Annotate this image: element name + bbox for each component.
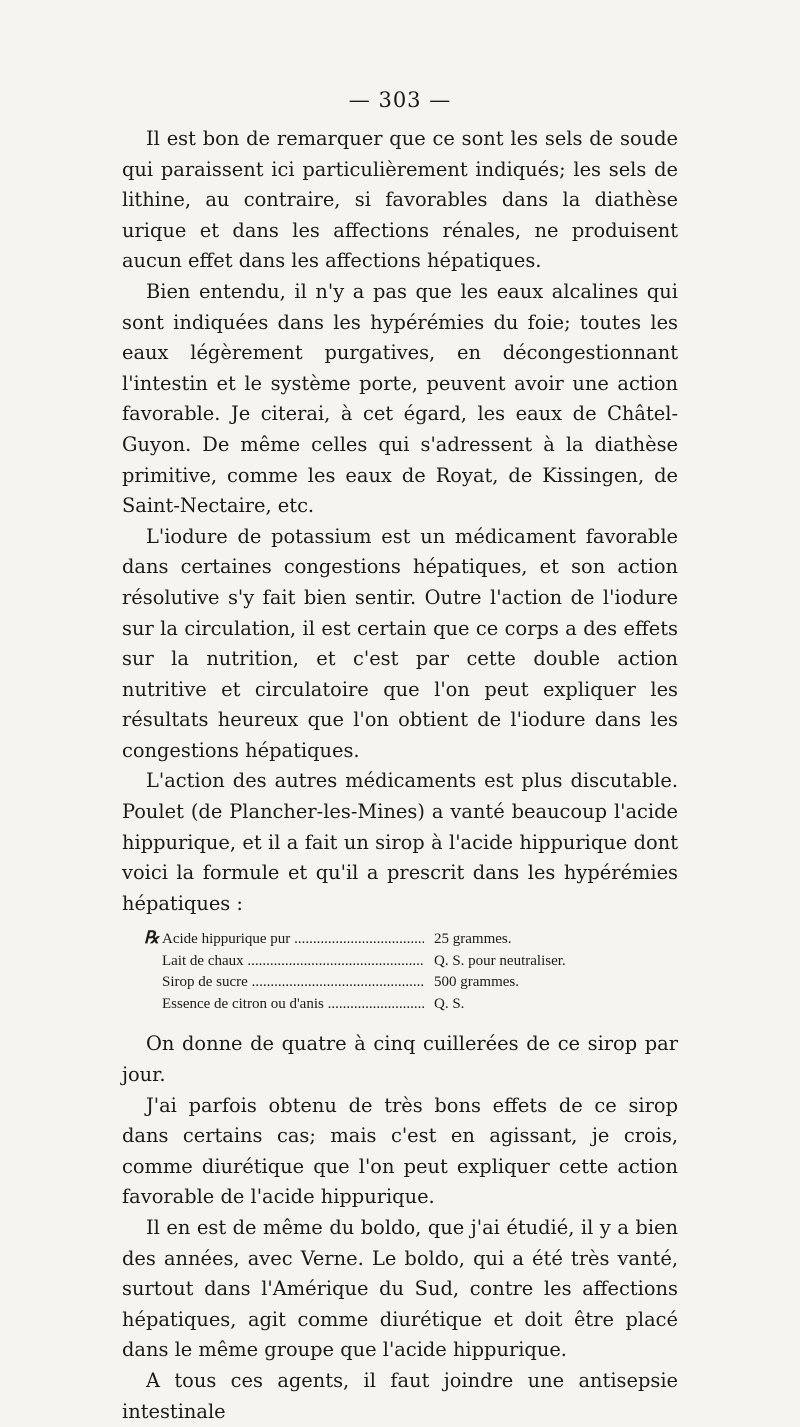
formula-ingredient: Acide hippurique pur ..... bbox=[162, 929, 424, 951]
recipe-symbol: ℞ bbox=[144, 928, 160, 948]
paragraph-antisepsis: A tous ces agents, il faut joindre une antisepsie intestinale bbox=[122, 1368, 678, 1423]
paragraph-diuretic: J'ai parfois obtenu de très bons effets de ce sirop dans certains cas; mais c'est en agissant, je crois, comme diurétique que l'on peut expliquer cette action favorable de l'acide hippurique. bbox=[122, 1093, 678, 1209]
paragraph-boldo: Il en est de même du boldo, que j'ai étudié, il y a bien des années, avec Verne. Le boldo, qui a été très vanté, surtout dans l'Amérique du Sud, contre les affections hépatiques, agit comme diurétique et doit être placé dans le même groupe que l'acide hippurique. bbox=[122, 1216, 678, 1362]
formula-quantity: 25 grammes. bbox=[434, 931, 512, 948]
formula-ingredient: Sirop de sucre ..... bbox=[162, 972, 424, 994]
formula-row bbox=[144, 951, 614, 973]
paragraph-soda-salts: Il est bon de remarquer que ce sont les sels de soude qui paraissent ici particulièrement indiqués; les sels de lithine, au contraire, si favorables dans la diathèse urique et dans les affections rénales, ne produisent aucun effet dans les affections hépatiques. bbox=[122, 127, 678, 273]
formula-quantity: Q. S. pour neutraliser. bbox=[434, 952, 566, 969]
formula-row bbox=[144, 972, 614, 994]
paragraph-potassium-iodide: L'iodure de potassium est un médicament favorable dans certaines congestions hépatiques, et son action résolutive s'y fait bien sentir. Outre l'action de l'iodure sur la circulation, il est certain que ce corps a des effets sur la nutrition, et c'est par cette double action nutritive et circulatoire que l'on peut expliquer les résultats heureux que l'on obtient de l'iodure dans les congestions hépatiques. bbox=[122, 524, 678, 762]
formula-ingredient: Essence de citron ou d'anis ..... bbox=[162, 994, 424, 1016]
body-text bbox=[122, 124, 678, 1427]
formula-ingredient: Lait de chaux ..... bbox=[162, 951, 424, 973]
paragraph-alkaline-waters: Bien entendu, il n'y a pas que les eaux alcalines qui sont indiquées dans les hypérémies du foie; toutes les eaux légèrement purgatives, en décongestionnant l'intestin et le système porte, peuvent avoir une action favorable. Je citerai, à cet égard, les eaux de Châtel-Guyon. De même celles qui s'adressent à la diathèse primitive, comme les eaux de Royat, de Kissingen, de Saint-Nectaire, etc. bbox=[122, 279, 678, 518]
formula-row bbox=[144, 994, 614, 1016]
formula-row bbox=[144, 927, 614, 951]
page-number: — 303 — bbox=[348, 88, 452, 112]
syrup-formula bbox=[144, 927, 614, 1015]
formula-quantity: Q. S. bbox=[434, 995, 465, 1012]
paragraph-dosage: On donne de quatre à cinq cuillerées de ce sirop par jour. bbox=[122, 1032, 678, 1087]
formula-quantity: 500 grammes. bbox=[434, 974, 519, 991]
paragraph-hippuric-acid: L'action des autres médicaments est plus discutable. Poulet (de Plancher-les-Mines) a vanté beaucoup l'acide hippurique, et il a fait un sirop à l'acide hippurique dont voici la formule et qu'il a prescrit dans les hypérémies hépatiques : bbox=[122, 769, 678, 915]
